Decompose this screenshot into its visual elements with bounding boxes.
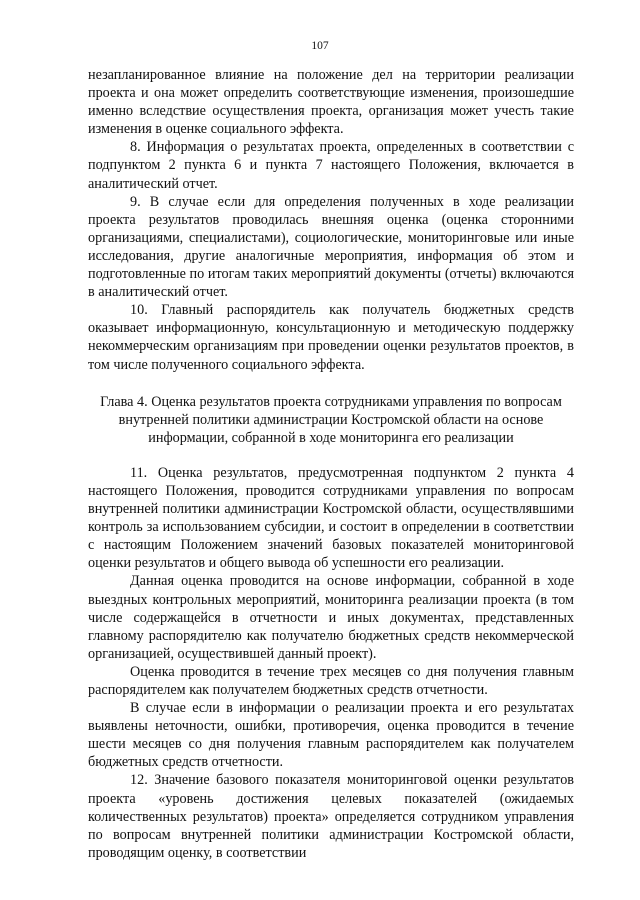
paragraph-assessment-errors: В случае если в информации о реализации проекта и его результатах выявлены неточности, ошибки, противоречия, оценка проводится в течение шести месяцев со дня получения главным распорядителем как получателем бюджетных средств отчетности. (88, 700, 574, 771)
paragraph-item-8: 8. Информация о результатах проекта, определенных в соответствии с подпунктом 2 пункта 6 и пункта 7 настоящего Положения, включается в аналитический отчет. (88, 139, 574, 192)
paragraph-assessment-term: Оценка проводится в течение трех месяцев со дня получения главным распорядителем как получателем бюджетных средств отчетности. (88, 663, 574, 698)
document-body (88, 66, 574, 862)
paragraph-item-12: 12. Значение базового показателя мониторинговой оценки результатов проекта «уровень достижения целевых показателей (ожидаемых количественных результатов) проекта» определяется сотрудником управления по вопросам внутренней политики администрации Костромской области, проводящим оценку, в соответствии (88, 772, 574, 861)
page-number: 107 (311, 40, 329, 52)
paragraph-item-9: 9. В случае если для определения полученных в ходе реализации проекта результатов проводилась внешняя оценка (оценка сторонними организациями, специалистами), социологические, мониторинговые или иные исследования, другие аналогичные мероприятия, информация об этом и подготовленные по итогам таких мероприятий документы (отчеты) включаются в аналитический отчет. (88, 193, 574, 301)
paragraph-item-10: 10. Главный распорядитель как получатель бюджетных средств оказывает информационную, консультационную и методическую поддержку некоммерческим организациям при проведении оценки результатов проектов, в том числе полученного социального эффекта. (88, 302, 574, 373)
paragraph-assessment-basis: Данная оценка проводится на основе информации, собранной в ходе выездных контрольных мероприятий, мониторинга реализации проекта (в том числе содержащейся в отчетности и иных документах, представленных главному распорядителю как получателю бюджетных средств некоммерческой организацией, осуществившей данный проект). (88, 573, 574, 662)
paragraph-item-11: 11. Оценка результатов, предусмотренная подпунктом 2 пункта 4 настоящего Положения, проводится сотрудниками управления по вопросам внутренней политики администрации Костромской области, осуществлявшими контроль за использованием субсидии, и состоит в определении в соответствии с настоящим Положением значений базовых показателей мониторинговой оценки результатов и общего вывода об успешности его реализации. (88, 464, 574, 572)
chapter-heading: Глава 4. Оценка результатов проекта сотрудниками управления по вопросам внутренней политики администрации Костромской области на основе информации, собранной в ходе мониторинга его реализации (100, 393, 562, 446)
paragraph-continuation: незапланированное влияние на положение дел на территории реализации проекта и она может определить соответствующие изменения, произошедшие именно вследствие осуществления проекта, организация может учесть такие изменения в оценке социального эффекта. (88, 67, 574, 138)
